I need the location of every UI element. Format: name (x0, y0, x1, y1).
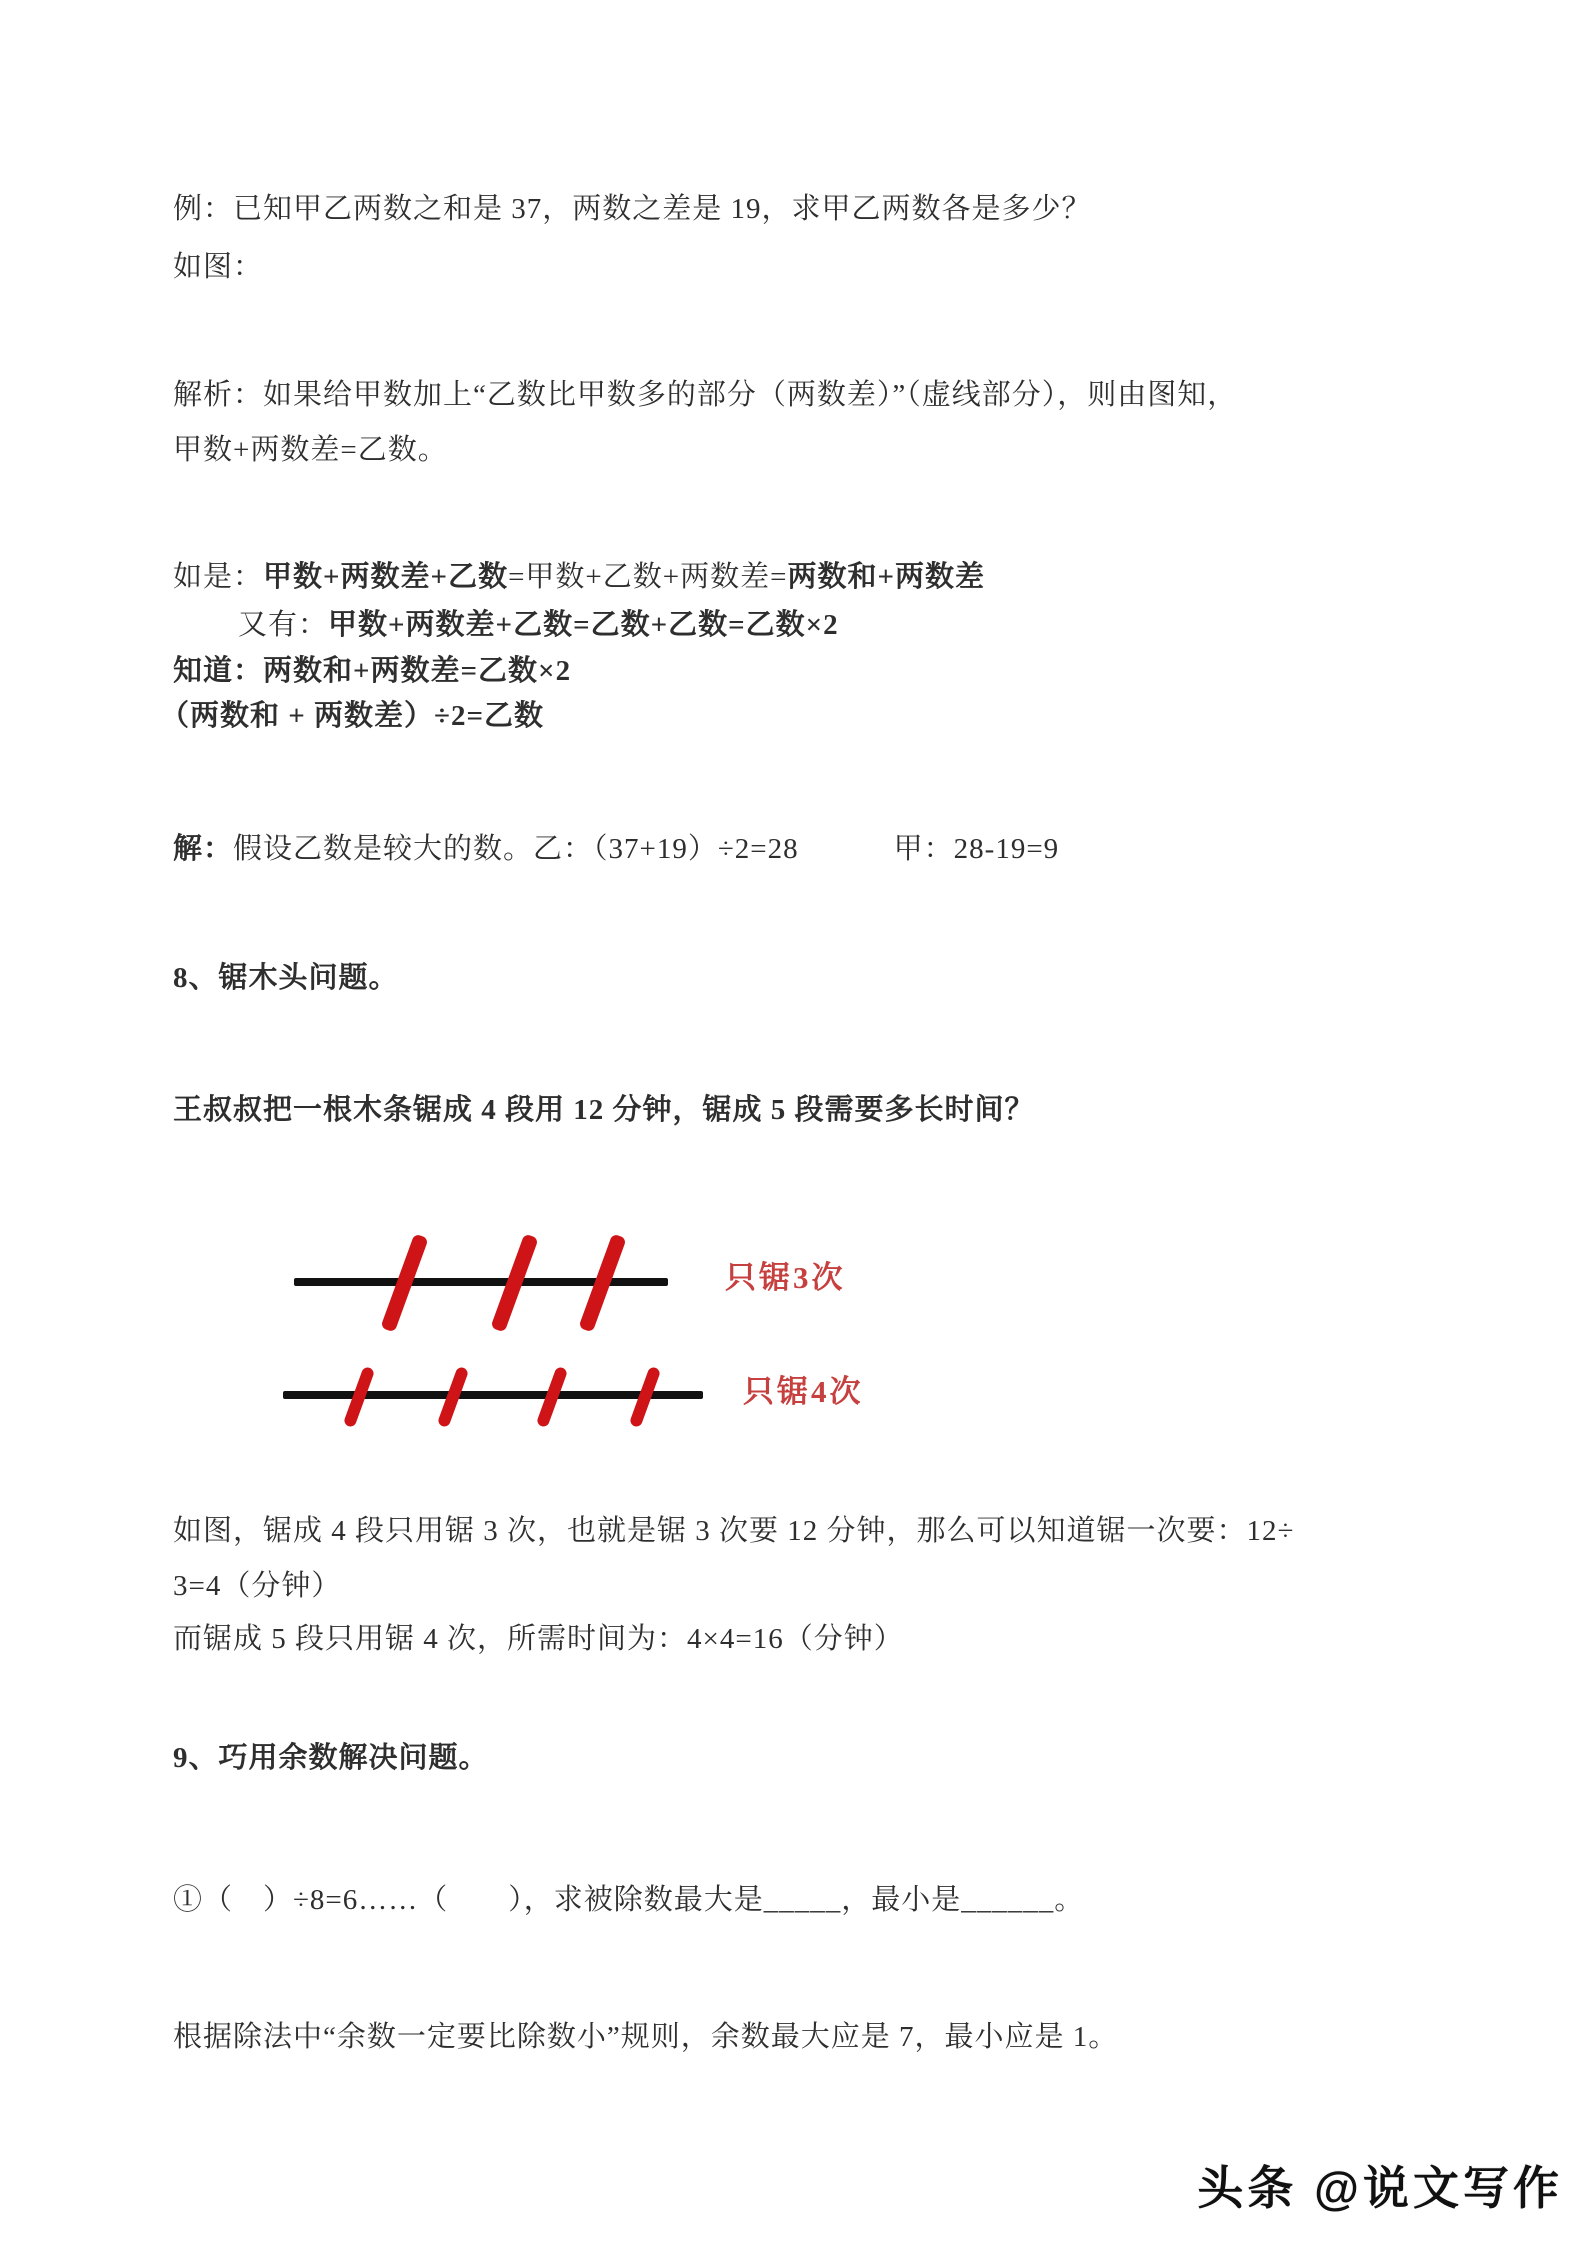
section-8-explanation-line-3: 而锯成 5 段只用锯 4 次，所需时间为：4×4=16（分钟） (173, 1623, 904, 1655)
section-9-explanation: 根据除法中“余数一定要比除数小”规则，余数最大应是 7，最小应是 1。 (173, 2021, 1119, 2053)
derivation-1-prefix: 如是： (173, 561, 264, 593)
solution-body: 假设乙数是较大的数。乙：（37+19）÷2=28 (233, 833, 799, 865)
derivation-1-bold-2: 两数和+两数差 (787, 561, 986, 593)
section-8-title: 8、锯木头问题。 (173, 962, 399, 994)
solution-line (173, 828, 1059, 870)
figure-intro-line: 如图： (173, 251, 264, 283)
toutiao-watermark: 头条 @说文写作 (1197, 2162, 1563, 2214)
wood-stick-top (294, 1278, 668, 1286)
derivation-line-3: 知道：两数和+两数差=乙数×2 (173, 655, 572, 687)
solution-prefix: 解： (173, 833, 234, 865)
saw-diagram (173, 1180, 1323, 1480)
solution-jia: 甲：28-19=9 (893, 833, 1060, 865)
analysis-line-2: 甲数+两数差=乙数。 (173, 434, 448, 466)
derivation-1-mid: =甲数+乙数+两数差= (508, 561, 788, 593)
section-8-explanation-line-1: 如图，锯成 4 段只用锯 3 次，也就是锯 3 次要 12 分钟，那么可以知道锯一次要：12÷ (173, 1515, 1295, 1547)
section-8-question: 王叔叔把一根木条锯成 4 段用 12 分钟，锯成 5 段需要多长时间？ (173, 1094, 1035, 1126)
derivation-2-prefix: 又有： (238, 609, 329, 641)
derivation-line-1 (173, 556, 985, 598)
derivation-2-formula: 甲数+两数差+乙数=乙数+乙数=乙数×2 (328, 609, 839, 641)
example-problem-line: 例：已知甲乙两数之和是 37，两数之差是 19，求甲乙两数各是多少？ (173, 193, 1092, 225)
derivation-line-4: （两数和 + 两数差）÷2=乙数 (160, 700, 544, 732)
analysis-line-1: 解析：如果给甲数加上“乙数比甲数多的部分（两数差）”（虚线部分），则由图知， (173, 379, 1238, 411)
section-8-explanation-line-2: 3=4（分钟） (173, 1570, 342, 1602)
section-9-question-1: ①（ ）÷8=6……（ ），求被除数最大是_____，最小是______。 (173, 1884, 1085, 1916)
section-9-title: 9、巧用余数解决问题。 (173, 1742, 489, 1774)
derivation-1-bold-1: 甲数+两数差+乙数 (263, 561, 509, 593)
saw-label-bottom: 只锯4次 (743, 1374, 864, 1409)
saw-label-top: 只锯3次 (725, 1260, 846, 1295)
derivation-line-2 (238, 604, 839, 646)
